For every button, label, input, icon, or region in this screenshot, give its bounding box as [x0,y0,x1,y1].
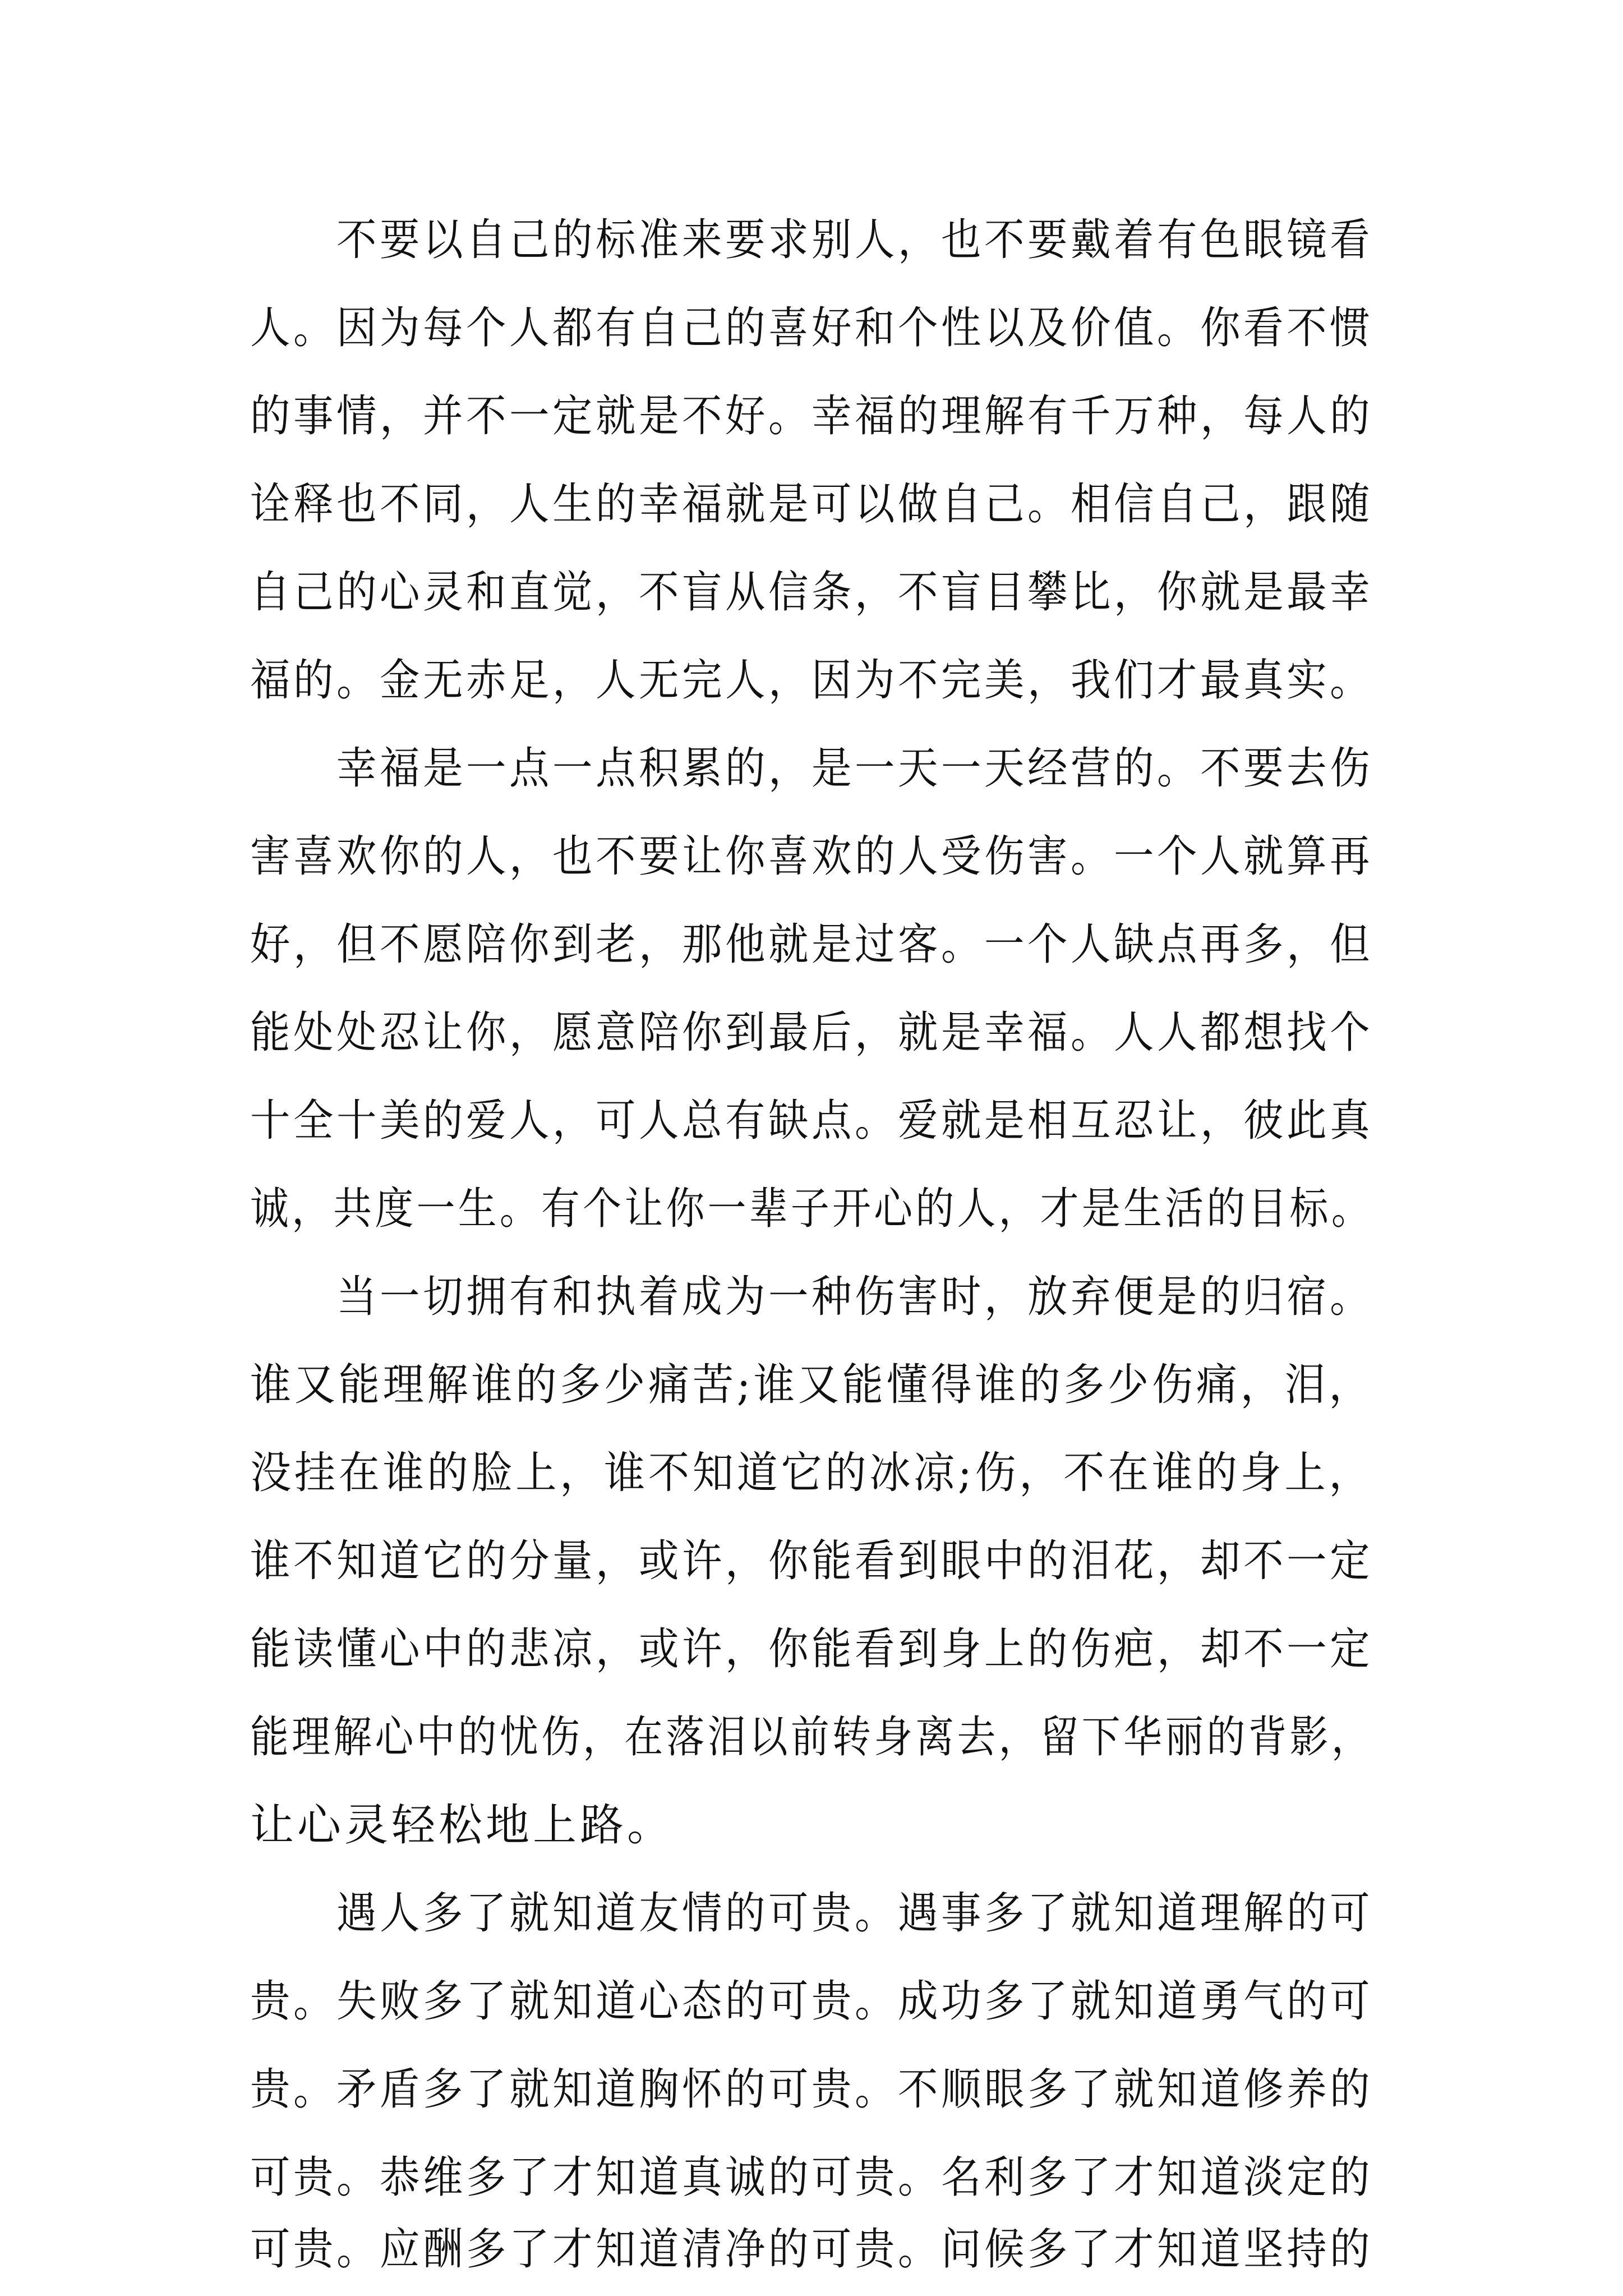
paragraph-2-line-2: 害喜欢你的人，也不要让你喜欢的人受伤害。一个人就算再 [250,831,1373,882]
paragraph-4-line-3: 贵。矛盾多了就知道胸怀的可贵。不顺眼多了就知道修养的 [250,2064,1373,2115]
paragraph-4-line-2: 贵。失败多了就知道心态的可贵。成功多了就知道勇气的可 [250,1976,1373,2027]
paragraph-3-line-1: 当一切拥有和执着成为一种伤害时，放弃便是的归宿。 [336,1272,1373,1322]
paragraph-2-line-5: 十全十美的爱人，可人总有缺点。爱就是相互忍让，彼此真 [250,1096,1373,1146]
paragraph-3-line-3: 没挂在谁的脸上，谁不知道它的冰凉;伤，不在谁的身上， [250,1448,1373,1498]
paragraph-3-line-5: 能读懂心中的悲凉，或许，你能看到身上的伤疤，却不一定 [250,1624,1373,1674]
paragraph-3-line-6: 能理解心中的忧伤，在落泪以前转身离去，留下华丽的背影， [250,1712,1373,1763]
paragraph-1-line-5: 自己的心灵和直觉，不盲从信条，不盲目攀比，你就是最幸 [250,567,1373,618]
paragraph-3-line-2: 谁又能理解谁的多少痛苦;谁又能懂得谁的多少伤痛，泪， [250,1360,1373,1410]
paragraph-2-line-3: 好，但不愿陪你到老，那他就是过客。一个人缺点再多，但 [250,919,1373,970]
paragraph-1-line-6: 福的。金无赤足，人无完人，因为不完美，我们才最真实。 [250,655,1373,706]
paragraph-4-line-5: 可贵。应酬多了才知道清净的可贵。问候多了才知道坚持的 [250,2224,1373,2275]
paragraph-1-line-1: 不要以自己的标准来要求别人，也不要戴着有色眼镜看 [336,215,1373,265]
paragraph-1-line-2: 人。因为每个人都有自己的喜好和个性以及价值。你看不惯 [250,303,1373,353]
paragraph-4-line-1: 遇人多了就知道友情的可贵。遇事多了就知道理解的可 [336,1888,1373,1939]
paragraph-2-line-6: 诚，共度一生。有个让你一辈子开心的人，才是生活的目标。 [250,1184,1373,1234]
paragraph-1-line-3: 的事情，并不一定就是不好。幸福的理解有千万种，每人的 [250,391,1373,441]
paragraph-4-line-4: 可贵。恭维多了才知道真诚的可贵。名利多了才知道淡定的 [250,2152,1373,2203]
paragraph-2-line-4: 能处处忍让你，愿意陪你到最后，就是幸福。人人都想找个 [250,1007,1373,1058]
paragraph-3-line-4: 谁不知道它的分量，或许，你能看到眼中的泪花，却不一定 [250,1536,1373,1586]
paragraph-1-line-4: 诠释也不同，人生的幸福就是可以做自己。相信自己，跟随 [250,479,1373,530]
paragraph-2-line-1: 幸福是一点一点积累的，是一天一天经营的。不要去伤 [336,743,1373,794]
paragraph-3-line-7: 让心灵轻松地上路。 [250,1800,675,1851]
